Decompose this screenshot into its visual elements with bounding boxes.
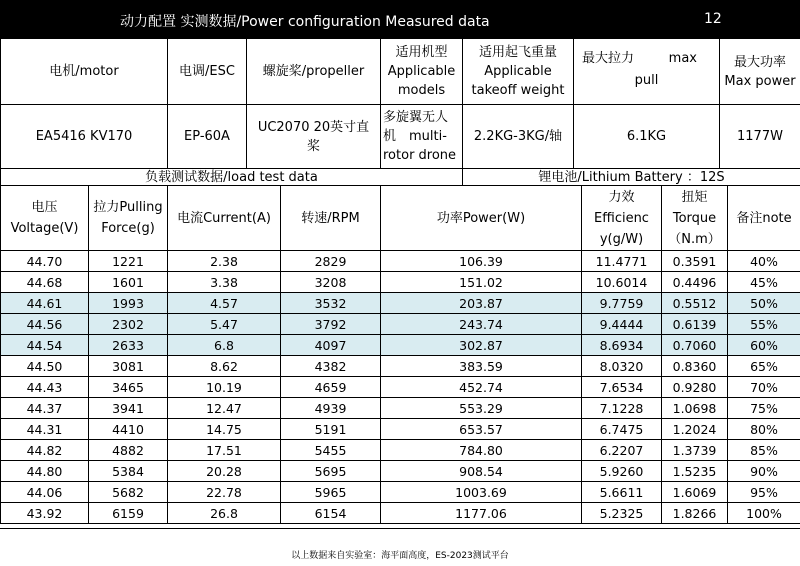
table-row: [1, 398, 800, 419]
table-row: [1, 356, 800, 377]
note-cell: 40%: [728, 251, 800, 272]
config-table: [0, 38, 800, 169]
torque-cell: 0.3591: [662, 251, 728, 272]
pulling-cell: 3941: [89, 398, 168, 419]
rpm-cell: 4097: [281, 335, 381, 356]
note-header: 备注note: [728, 186, 800, 251]
voltage-cell: 44.80: [1, 461, 89, 482]
table-row: [1, 461, 800, 482]
current-header: 电流Current(A): [168, 186, 281, 251]
efficiency-cell: 5.2325: [582, 503, 662, 524]
power-cell: 784.80: [381, 440, 582, 461]
voltage-cell: 44.37: [1, 398, 89, 419]
pulling-cell: 4882: [89, 440, 168, 461]
note-cell: 100%: [728, 503, 800, 524]
table-row: [1, 377, 800, 398]
voltage-cell: 44.06: [1, 482, 89, 503]
rpm-header: 转速/RPM: [281, 186, 381, 251]
load-test-label: 负载测试数据/load test data: [1, 169, 463, 186]
current-cell: 17.51: [168, 440, 281, 461]
voltage-cell: 44.70: [1, 251, 89, 272]
voltage-cell: 44.61: [1, 293, 89, 314]
rpm-cell: 3532: [281, 293, 381, 314]
rpm-cell: 5191: [281, 419, 381, 440]
rpm-cell: 4659: [281, 377, 381, 398]
efficiency-cell: 8.6934: [582, 335, 662, 356]
pulling-cell: 3081: [89, 356, 168, 377]
load-test-table: [0, 185, 800, 524]
weight-value: 2.2KG-3KG/轴: [463, 105, 574, 169]
current-cell: 26.8: [168, 503, 281, 524]
efficiency-cell: 11.4771: [582, 251, 662, 272]
power-header: 功率Power(W): [381, 186, 582, 251]
table-row: [1, 272, 800, 293]
torque-cell: 1.3739: [662, 440, 728, 461]
rpm-cell: 5965: [281, 482, 381, 503]
pulling-cell: 3465: [89, 377, 168, 398]
current-cell: 14.75: [168, 419, 281, 440]
max-power-header: 最大功率 Max power: [720, 39, 800, 105]
current-cell: 10.19: [168, 377, 281, 398]
blank-row: [0, 528, 800, 546]
note-cell: 85%: [728, 440, 800, 461]
current-cell: 5.47: [168, 314, 281, 335]
pulling-header: 拉力Pulling Force(g): [89, 186, 168, 251]
max-pull-value: 6.1KG: [574, 105, 720, 169]
power-cell: 302.87: [381, 335, 582, 356]
voltage-cell: 44.54: [1, 335, 89, 356]
power-cell: 1003.69: [381, 482, 582, 503]
table-row: [1, 335, 800, 356]
efficiency-cell: 6.7475: [582, 419, 662, 440]
pulling-cell: 5384: [89, 461, 168, 482]
torque-cell: 1.0698: [662, 398, 728, 419]
max-power-value: 1177W: [720, 105, 800, 169]
table-row: [1, 440, 800, 461]
rpm-cell: 3792: [281, 314, 381, 335]
note-cell: 90%: [728, 461, 800, 482]
pulling-cell: 6159: [89, 503, 168, 524]
voltage-cell: 44.43: [1, 377, 89, 398]
torque-cell: 1.8266: [662, 503, 728, 524]
note-cell: 75%: [728, 398, 800, 419]
power-cell: 243.74: [381, 314, 582, 335]
note-cell: 45%: [728, 272, 800, 293]
power-cell: 151.02: [381, 272, 582, 293]
motor-header: 电机/motor: [1, 39, 168, 105]
current-cell: 4.57: [168, 293, 281, 314]
table-body: [1, 251, 800, 524]
torque-cell: 1.5235: [662, 461, 728, 482]
rpm-cell: 4382: [281, 356, 381, 377]
current-cell: 22.78: [168, 482, 281, 503]
torque-cell: 0.5512: [662, 293, 728, 314]
efficiency-cell: 9.4444: [582, 314, 662, 335]
efficiency-cell: 8.0320: [582, 356, 662, 377]
table-row: [1, 251, 800, 272]
torque-cell: 1.6069: [662, 482, 728, 503]
current-cell: 8.62: [168, 356, 281, 377]
torque-cell: 0.4496: [662, 272, 728, 293]
voltage-header: 电压 Voltage(V): [1, 186, 89, 251]
power-cell: 383.59: [381, 356, 582, 377]
power-cell: 203.87: [381, 293, 582, 314]
max-pull-header: 最大拉力 max pull: [574, 39, 720, 105]
current-cell: 6.8: [168, 335, 281, 356]
pulling-cell: 5682: [89, 482, 168, 503]
table-row: [1, 293, 800, 314]
efficiency-cell: 6.2207: [582, 440, 662, 461]
efficiency-cell: 9.7759: [582, 293, 662, 314]
torque-cell: 0.6139: [662, 314, 728, 335]
efficiency-cell: 5.6611: [582, 482, 662, 503]
torque-cell: 0.9280: [662, 377, 728, 398]
power-cell: 1177.06: [381, 503, 582, 524]
torque-cell: 0.8360: [662, 356, 728, 377]
power-cell: 908.54: [381, 461, 582, 482]
voltage-cell: 44.56: [1, 314, 89, 335]
power-cell: 553.29: [381, 398, 582, 419]
efficiency-cell: 7.1228: [582, 398, 662, 419]
torque-cell: 1.2024: [662, 419, 728, 440]
table-row: [1, 419, 800, 440]
current-cell: 12.47: [168, 398, 281, 419]
voltage-cell: 44.68: [1, 272, 89, 293]
torque-cell: 0.7060: [662, 335, 728, 356]
models-header: 适用机型 Applicable models: [381, 39, 463, 105]
table-row: [1, 314, 800, 335]
page-number: 12: [704, 11, 722, 27]
pulling-cell: 1993: [89, 293, 168, 314]
pulling-cell: 2633: [89, 335, 168, 356]
efficiency-cell: 5.9260: [582, 461, 662, 482]
voltage-cell: 44.31: [1, 419, 89, 440]
models-value: 多旋翼无人 机 multi- rotor drone: [381, 105, 463, 169]
pulling-cell: 4410: [89, 419, 168, 440]
efficiency-cell: 7.6534: [582, 377, 662, 398]
table-row: [1, 482, 800, 503]
title-bar: [0, 0, 800, 38]
rpm-cell: 6154: [281, 503, 381, 524]
propeller-header: 螺旋桨/propeller: [247, 39, 381, 105]
pulling-cell: 1221: [89, 251, 168, 272]
current-cell: 2.38: [168, 251, 281, 272]
note-cell: 50%: [728, 293, 800, 314]
pulling-cell: 1601: [89, 272, 168, 293]
note-cell: 60%: [728, 335, 800, 356]
voltage-cell: 44.82: [1, 440, 89, 461]
rpm-cell: 2829: [281, 251, 381, 272]
table-header-row: [1, 186, 800, 251]
section-banner: [0, 168, 800, 186]
current-cell: 20.28: [168, 461, 281, 482]
voltage-cell: 43.92: [1, 503, 89, 524]
rpm-cell: 5455: [281, 440, 381, 461]
esc-header: 电调/ESC: [168, 39, 247, 105]
footer-note: 以上数据来自实验室：海平面高度，ES-2023测试平台: [291, 551, 509, 561]
efficiency-header: 力效 Efficienc y(g/W): [582, 186, 662, 251]
power-cell: 452.74: [381, 377, 582, 398]
note-cell: 70%: [728, 377, 800, 398]
voltage-cell: 44.50: [1, 356, 89, 377]
motor-value: EA5416 KV170: [1, 105, 168, 169]
propeller-value: UC2070 20英寸直 桨: [247, 105, 381, 169]
pulling-cell: 2302: [89, 314, 168, 335]
weight-header: 适用起飞重量 Applicable takeoff weight: [463, 39, 574, 105]
rpm-cell: 4939: [281, 398, 381, 419]
torque-header: 扭矩 Torque （N.m）: [662, 186, 728, 251]
efficiency-cell: 10.6014: [582, 272, 662, 293]
esc-value: EP-60A: [168, 105, 247, 169]
rpm-cell: 5695: [281, 461, 381, 482]
note-cell: 65%: [728, 356, 800, 377]
battery-label: 锂电池/Lithium Battery ：12S: [463, 169, 800, 186]
note-cell: 55%: [728, 314, 800, 335]
power-cell: 106.39: [381, 251, 582, 272]
note-cell: 80%: [728, 419, 800, 440]
power-cell: 653.57: [381, 419, 582, 440]
current-cell: 3.38: [168, 272, 281, 293]
table-row: [1, 503, 800, 524]
sheet-title: 动力配置 实测数据/Power configuration Measured data: [120, 14, 490, 30]
note-cell: 95%: [728, 482, 800, 503]
rpm-cell: 3208: [281, 272, 381, 293]
